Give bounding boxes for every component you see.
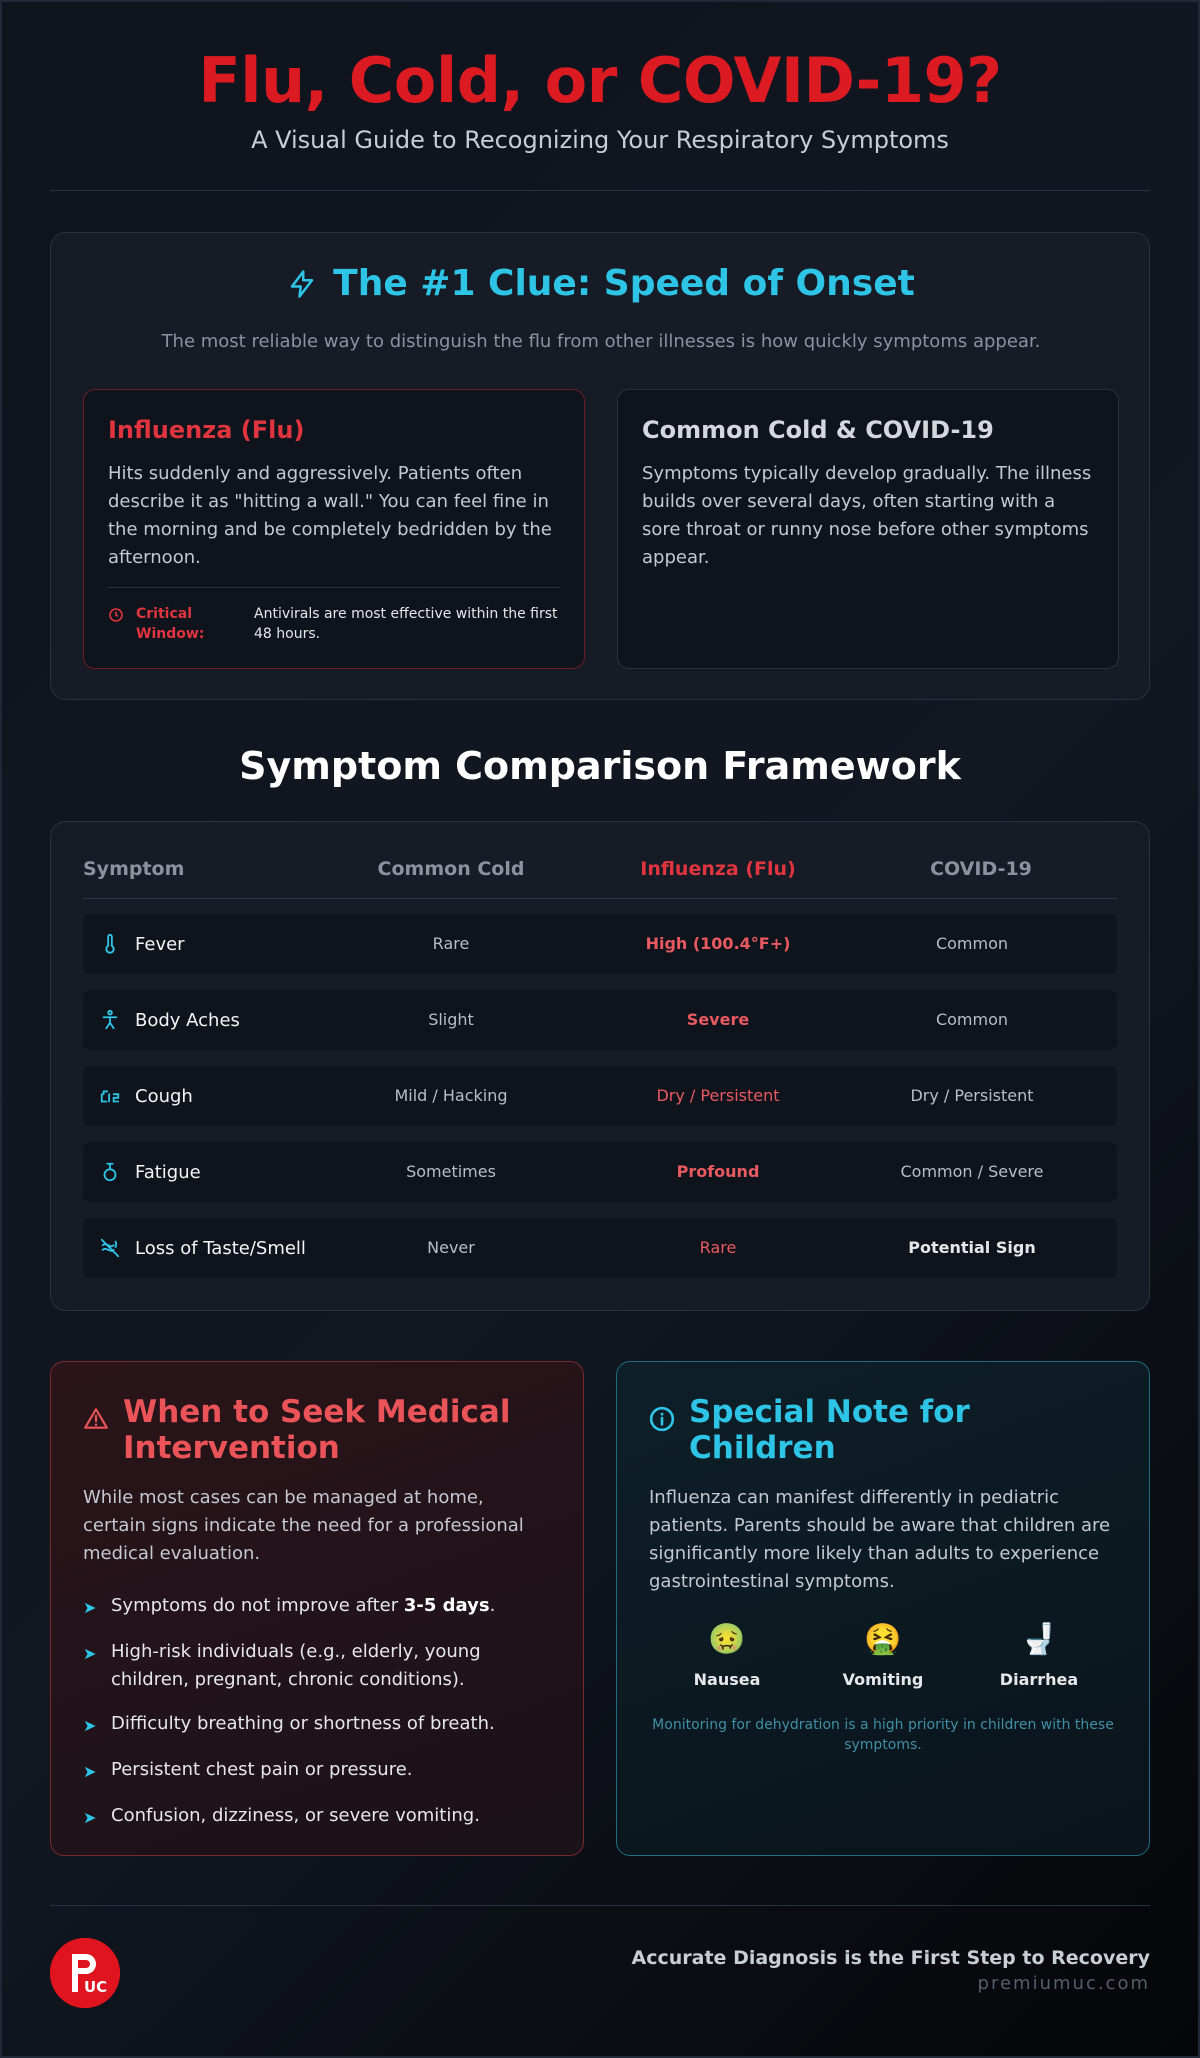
comparison-table (50, 821, 1150, 1311)
cold-value: Rare (432, 934, 470, 953)
list-item: ➤ Persistent chest pain or pressure. (83, 1756, 551, 1786)
gi-symptom-label: Diarrhea (999, 1670, 1079, 1689)
gi-symptom-label: Vomiting (842, 1670, 924, 1689)
cold-card-title: Common Cold & COVID-19 (642, 416, 994, 444)
gi-symptom-nausea (649, 1620, 805, 1689)
cold-card-text: Symptoms typically develop gradually. The illness builds over several days, often starting with a sore throat or runny nose before other symptoms appear. (642, 463, 1092, 568)
onset-title: The #1 Clue: Speed of Onset (333, 263, 915, 304)
footer-tagline: Accurate Diagnosis is the First Step to Recovery (631, 1947, 1150, 1969)
symptom-name: Cough (135, 1085, 193, 1107)
logo-mark-icon (50, 1938, 120, 2008)
flu-card-title: Influenza (Flu) (108, 416, 305, 444)
brand-logo (50, 1938, 120, 2008)
nausea-icon: 🤢 (708, 1622, 746, 1657)
thermometer-icon (99, 933, 121, 955)
header-flu: Influenza (Flu) (640, 858, 796, 880)
symptom-name: Fever (135, 933, 185, 955)
children-title: Special Note for Children (689, 1394, 970, 1466)
flu-value: Severe (686, 1010, 750, 1029)
flu-card-text: Hits suddenly and aggressively. Patients often describe it as "hitting a wall." You can feel fine in the morning and be completely bedridden by the afternoon. (108, 463, 552, 568)
table-row (83, 1066, 1117, 1126)
cough-icon (99, 1085, 121, 1107)
warning-icon (83, 1406, 109, 1432)
list-item: ➤ Symptoms do not improve after 3-5 days. (83, 1592, 551, 1622)
table-row (83, 1218, 1117, 1278)
list-item: ➤ Difficulty breathing or shortness of breath. (83, 1710, 551, 1740)
cold-value: Never (427, 1238, 475, 1257)
symptom-name: Fatigue (135, 1161, 201, 1183)
flu-onset-card (83, 389, 585, 669)
gi-symptom-diarrhea (961, 1620, 1117, 1689)
cold-value: Sometimes (406, 1162, 496, 1181)
covid-value: Common (935, 934, 1009, 953)
footer-divider (50, 1905, 1150, 1906)
cold-covid-onset-card (617, 389, 1119, 669)
critical-window-label: Critical Window: (136, 606, 205, 642)
body-icon (99, 1009, 121, 1031)
footer-site[interactable]: premiumuc.com (977, 1973, 1150, 1994)
lightning-icon (287, 268, 317, 300)
table-header (83, 858, 1117, 890)
header-symptom: Symptom (83, 858, 185, 880)
symptom-name: Body Aches (135, 1009, 240, 1031)
header-covid: COVID-19 (930, 858, 1032, 880)
gi-symptom-vomiting (805, 1620, 961, 1689)
critical-window (108, 587, 560, 644)
symptom-name: Loss of Taste/Smell (135, 1237, 306, 1259)
arrow-icon: ➤ (83, 1808, 97, 1827)
page-subtitle: A Visual Guide to Recognizing Your Respiratory Symptoms (251, 126, 949, 154)
seek-title: When to Seek Medical Intervention (123, 1394, 511, 1466)
clock-icon (108, 607, 124, 623)
gi-symptoms (649, 1620, 1117, 1689)
seek-list (83, 1592, 551, 1832)
covid-value: Common / Severe (900, 1162, 1044, 1181)
list-item: ➤ Confusion, dizziness, or severe vomiting. (83, 1802, 551, 1832)
cold-value: Mild / Hacking (394, 1086, 508, 1105)
gi-symptom-label: Nausea (693, 1670, 761, 1689)
onset-description: The most reliable way to distinguish the flu from other illnesses is how quickly symptoms appear. (161, 331, 1041, 352)
svg-text:UC: UC (84, 1978, 108, 1996)
arrow-icon: ➤ (83, 1598, 97, 1617)
onset-panel (50, 232, 1150, 700)
table-row (83, 914, 1117, 974)
covid-value: Dry / Persistent (910, 1086, 1034, 1105)
header-divider (50, 190, 1150, 191)
children-note-card (616, 1361, 1150, 1856)
table-row (83, 1142, 1117, 1202)
fatigue-icon (99, 1161, 121, 1183)
no-smell-icon (99, 1237, 121, 1259)
header-divider-line (83, 898, 1117, 899)
cold-value: Slight (428, 1010, 474, 1029)
onset-header (51, 263, 1151, 304)
flu-value: Profound (676, 1162, 760, 1181)
arrow-icon: ➤ (83, 1644, 97, 1663)
children-text: Influenza can manifest differently in pediatric patients. Parents should be aware that children are significantly more likely than adults to experience gastrointestinal symptoms. (649, 1487, 1111, 1592)
dehydration-note: Monitoring for dehydration is a high priority in children with these symptoms. (652, 1717, 1114, 1753)
list-item: ➤ High-risk individuals (e.g., elderly, young children, pregnant, chronic conditions). (83, 1638, 551, 1694)
header-cold: Common Cold (377, 858, 525, 880)
arrow-icon: ➤ (83, 1716, 97, 1735)
flu-value: Rare (699, 1238, 737, 1257)
table-row (83, 990, 1117, 1050)
seek-medical-card (50, 1361, 584, 1856)
page-title: Flu, Cold, or COVID-19? (198, 44, 1002, 117)
seek-intro: While most cases can be managed at home, certain signs indicate the need for a professional medical evaluation. (83, 1487, 524, 1564)
vomiting-icon: 🤮 (864, 1622, 902, 1657)
covid-value: Potential Sign (908, 1238, 1036, 1257)
comparison-title: Symptom Comparison Framework (239, 744, 961, 788)
toilet-icon: 🚽 (1020, 1622, 1058, 1657)
covid-value: Common (935, 1010, 1009, 1029)
info-icon (649, 1406, 675, 1432)
flu-value: High (100.4°F+) (645, 934, 791, 953)
critical-window-text: Antivirals are most effective within the first 48 hours. (254, 606, 558, 642)
arrow-icon: ➤ (83, 1762, 97, 1781)
flu-value: Dry / Persistent (656, 1086, 780, 1105)
